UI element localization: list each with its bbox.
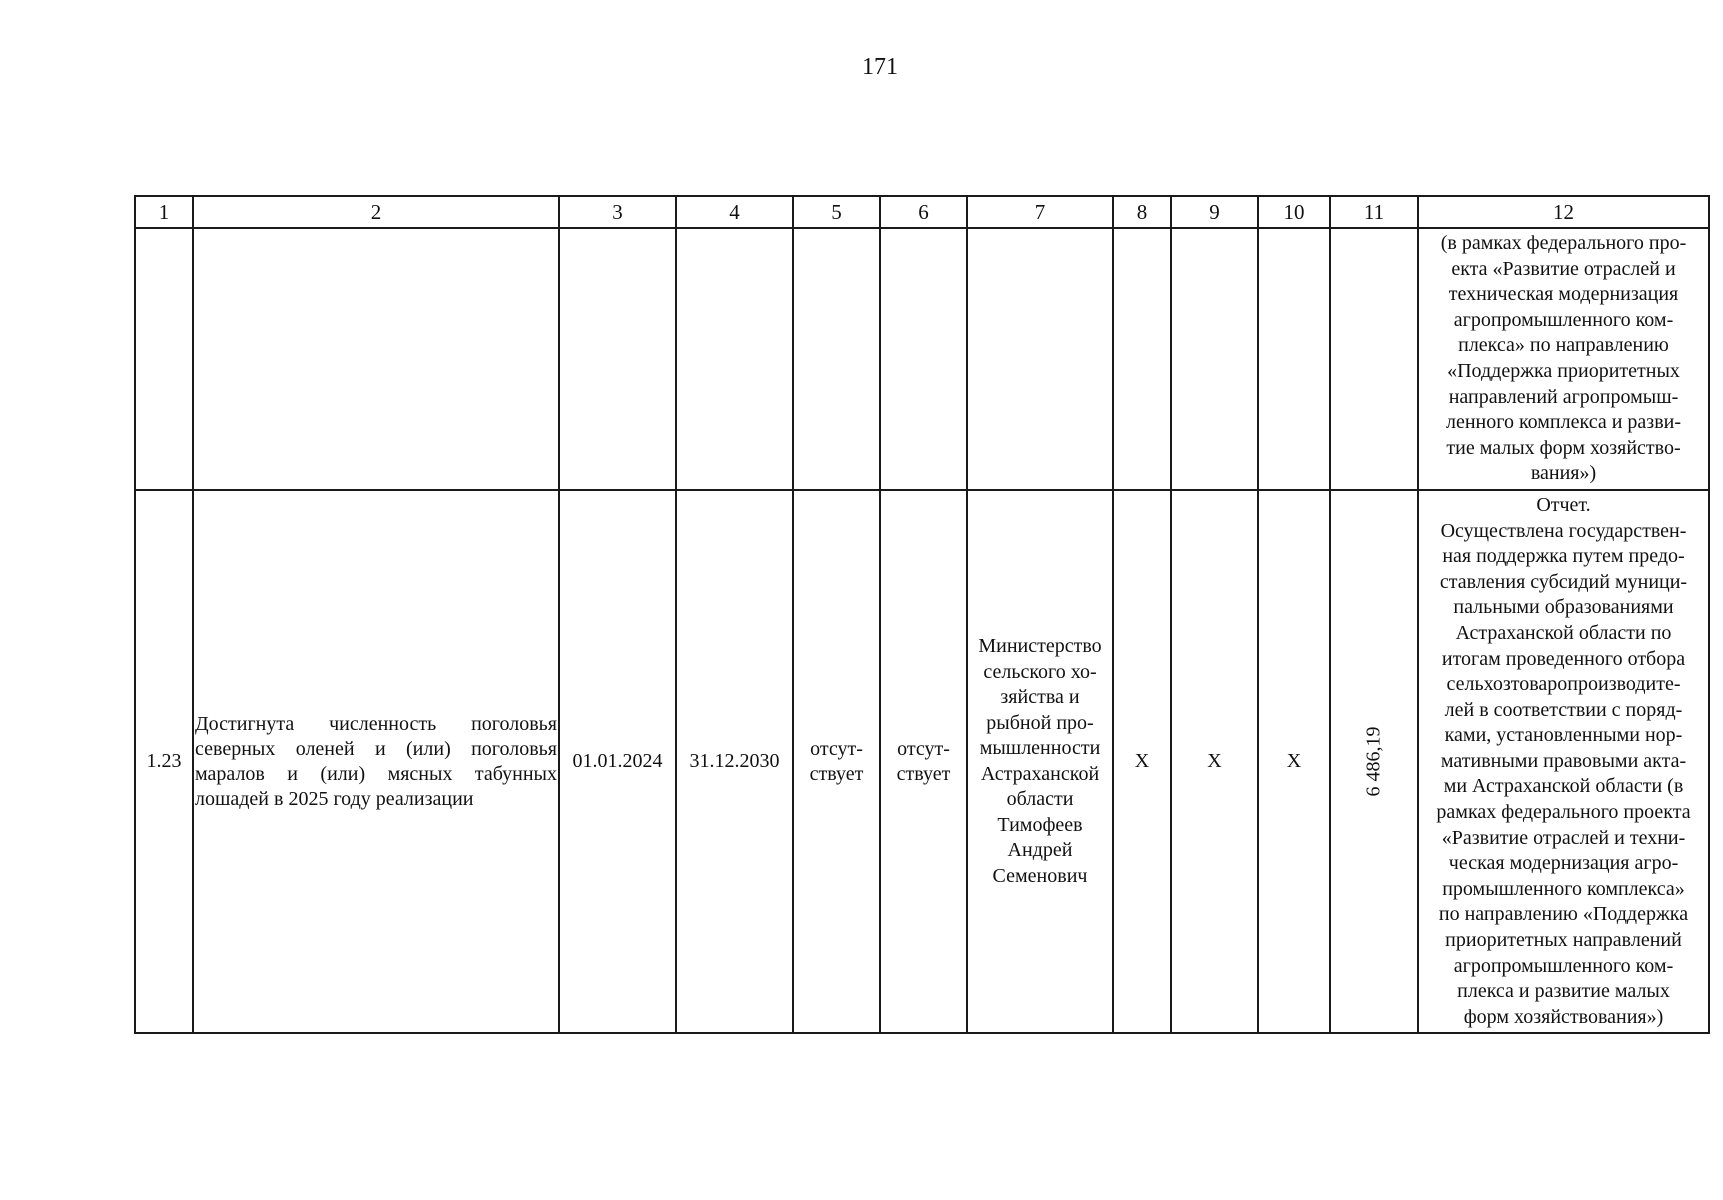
col5-text: отсут- ствует (809, 737, 864, 785)
column-header-9: 9 (1171, 196, 1258, 228)
col6-text: отсут- ствует (896, 737, 951, 785)
cell-empty (1171, 228, 1258, 490)
column-header-8: 8 (1113, 196, 1171, 228)
cell-notes (1418, 490, 1709, 1033)
page-number: 171 (862, 54, 898, 80)
notes-text: Отчет. Осуществлена государствен- ная поддержка путем предо- ставления субсидий муници- пальными образованиями Астраханской области по итогам проведенного отбора сельхозтоваропроизводите- лей в соответствии с поряд- ками, установленными нор- мативными правовыми акта- ми Астраханской области (в рамках федерального проекта «Развитие отраслей и техни- ческая модернизация агро- промышленного комплекса» по направлению «Поддержка приоритетных направлений агропромышленного ком- плекса и развитие малых форм хозяйствования») (1436, 493, 1691, 1028)
cell-col10: X (1258, 490, 1330, 1033)
cell-col5 (793, 490, 880, 1033)
table-header-row (135, 196, 1709, 228)
cell-col9: X (1171, 490, 1258, 1033)
cell-empty (793, 228, 880, 490)
table-row-continuation (135, 228, 1709, 490)
column-header-12: 12 (1418, 196, 1709, 228)
report-table (134, 195, 1710, 1034)
amount-text: 6 486,19 (1362, 726, 1385, 797)
column-header-6: 6 (880, 196, 967, 228)
cell-empty (1330, 228, 1418, 490)
cell-empty (967, 228, 1113, 490)
column-header-10: 10 (1258, 196, 1330, 228)
cell-empty (1113, 228, 1171, 490)
cell-amount (1330, 490, 1418, 1033)
column-header-7: 7 (967, 196, 1113, 228)
column-header-4: 4 (676, 196, 793, 228)
cell-responsible (967, 490, 1113, 1033)
description-text: Достигнута численность поголовья северных оленей и (или) поголовья маралов и (или) мясных табунных лошадей в 2025 году реализации (195, 712, 557, 810)
column-header-5: 5 (793, 196, 880, 228)
cell-row-number: 1.23 (135, 490, 193, 1033)
cell-end-date: 31.12.2030 (676, 490, 793, 1033)
column-header-1: 1 (135, 196, 193, 228)
column-header-11: 11 (1330, 196, 1418, 228)
cell-description (193, 490, 559, 1033)
notes-continuation-text: (в рамках федерального про- екта «Развитие отраслей и техническая модернизация агропромышленного ком- плекса» по направлению «Поддержка приоритетных направлений агропромыш- ленного комплекса и разви- тие малых форм хозяйство- вания») (1440, 232, 1687, 485)
table-row-1-23 (135, 490, 1709, 1033)
column-header-2: 2 (193, 196, 559, 228)
cell-empty (676, 228, 793, 490)
cell-empty (135, 228, 193, 490)
cell-empty (1258, 228, 1330, 490)
cell-empty (193, 228, 559, 490)
cell-empty (559, 228, 676, 490)
cell-col8: X (1113, 490, 1171, 1033)
cell-col6 (880, 490, 967, 1033)
responsible-text: Министерство сельского хо- зяйства и рыбной про- мышленности Астраханской области Тимофеев Андрей Семенович (978, 635, 1102, 887)
cell-empty (880, 228, 967, 490)
cell-start-date: 01.01.2024 (559, 490, 676, 1033)
column-header-3: 3 (559, 196, 676, 228)
cell-notes-continuation (1418, 228, 1709, 490)
